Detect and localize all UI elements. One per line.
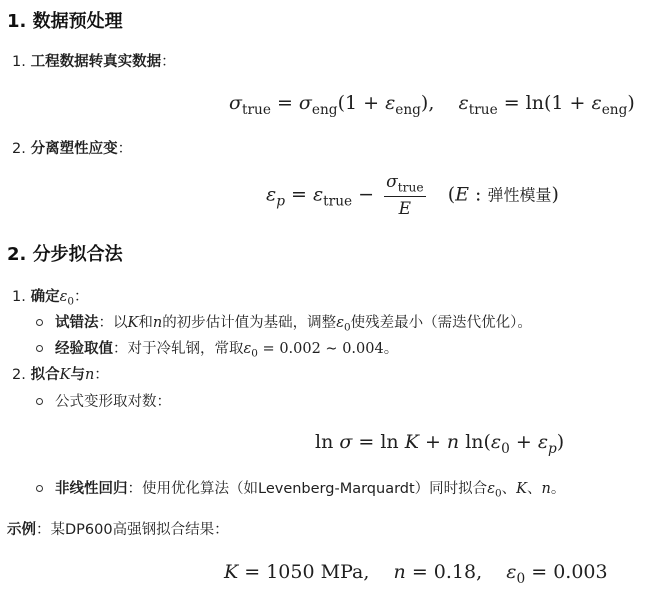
bullet-label: 试错法	[55, 315, 99, 331]
example-label: 示例	[7, 522, 36, 538]
K-unit: MPa	[320, 561, 364, 583]
equation-fit-result: K = 1050 MPa, n = 0.18, $\varepsilon_0 = 0.003$	[224, 561, 608, 587]
example-line	[7, 519, 229, 541]
colon: ：	[117, 141, 133, 157]
section-heading-stepwise-fitting: 2. 分步拟合法	[7, 244, 123, 265]
example-text: ：某DP600高强钢拟合结果：	[36, 522, 229, 538]
list-number: 2.	[12, 141, 26, 157]
K-value: 1050	[266, 561, 315, 583]
list-item-plastic-strain	[12, 138, 132, 160]
eps0-value: 0.003	[553, 561, 608, 583]
list-item-label: 确定	[30, 289, 60, 305]
bullet-icon	[36, 485, 43, 492]
list-item-engineering-to-true	[12, 51, 176, 73]
section-heading-preprocessing: 1. 数据预处理	[7, 11, 123, 32]
list-item-determine-eps0: 1. 确定$\varepsilon_0$：	[12, 286, 89, 313]
n-value: 0.18	[433, 561, 477, 583]
bullet-icon	[36, 345, 43, 352]
list-number: 1.	[12, 289, 26, 305]
bullet-icon	[36, 319, 43, 326]
bullet-label: 经验取值	[55, 341, 113, 357]
equation-plastic-strain: $\varepsilon_p = \varepsilon_{true}$ − $\frac{\sigma_{true}}{E}$ (E : 弹性模量)	[266, 172, 559, 220]
bullet-icon	[36, 398, 43, 405]
bullet-empirical-value: 经验取值：对于冷轧钢，常取$\varepsilon_0 = 0.002$ ∼ 0.004。	[36, 338, 398, 365]
equation-true-stress-strain: $\sigma_{true} = \sigma_{eng}(1 + \varepsilon_{eng})$, $\varepsilon_{true} = \ln(1 + \varepsilon_{eng})$	[229, 92, 635, 118]
list-item-label: 拟合	[30, 367, 60, 383]
list-item-label: 工程数据转真实数据	[30, 54, 162, 70]
bullet-label: 非线性回归	[55, 481, 128, 497]
bullet-nonlinear-regression: 非线性回归：使用优化算法（如Levenberg-Marquardt）同时拟合$\varepsilon_0$、K、n。	[36, 478, 565, 505]
list-item-fit-K-n: 2. 拟合K与n：	[12, 364, 109, 386]
list-item-label: 分离塑性应变	[30, 141, 118, 157]
list-number: 1.	[12, 54, 26, 70]
colon: ：	[161, 54, 176, 70]
fraction: $\frac{\sigma_{true}}{E}$	[386, 172, 424, 220]
equation-log-form: ln σ = ln K + n $\ln(\varepsilon_0 + \varepsilon_p)$	[315, 431, 565, 457]
list-number: 2.	[12, 367, 26, 383]
bullet-log-transform: 公式变形取对数：	[36, 391, 171, 413]
equation-note: 弹性模量	[487, 185, 552, 205]
bullet-trial-error: 试错法：以K和n的初步估计值为基础，调整$\varepsilon_0$使残差最小（需迭代优化）。	[36, 312, 532, 339]
